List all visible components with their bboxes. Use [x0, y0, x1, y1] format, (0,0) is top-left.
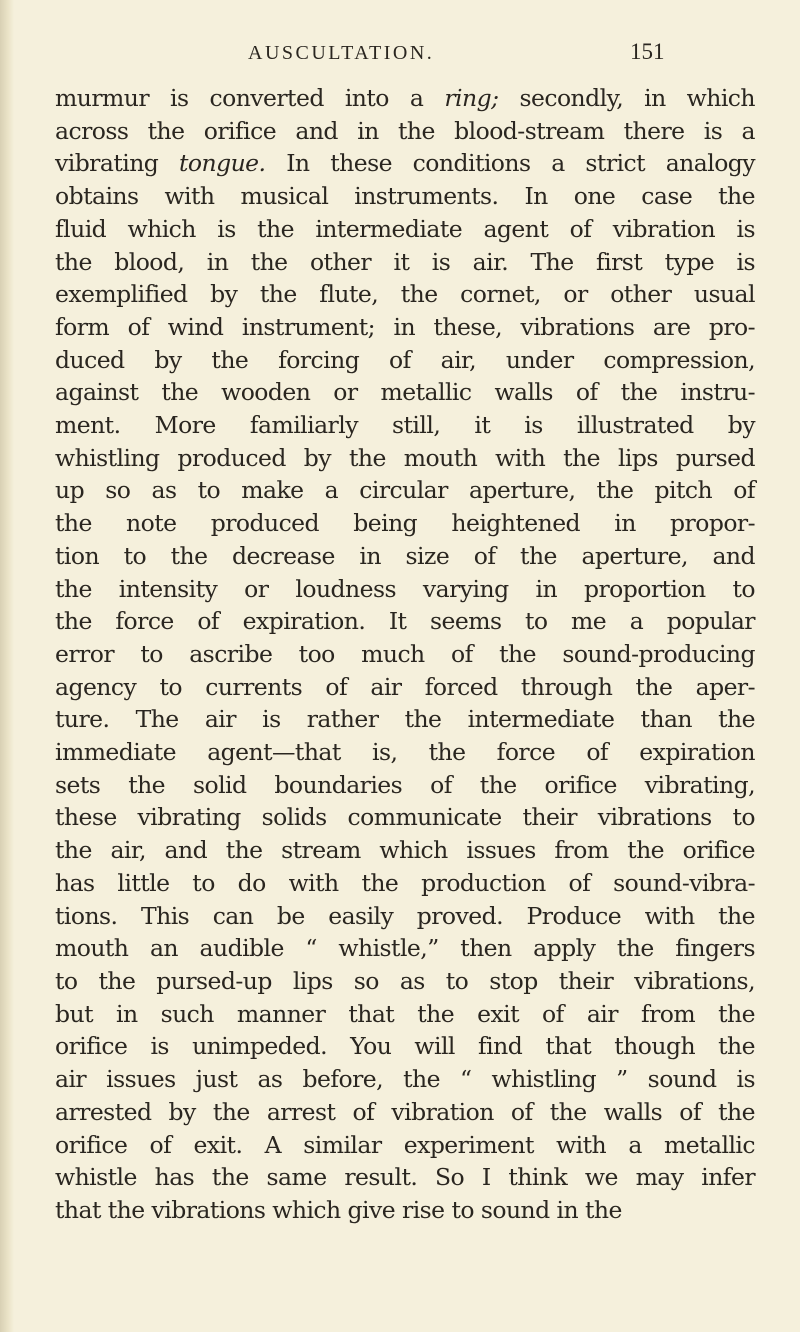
text-segment: secondly, in which — [498, 84, 755, 112]
text-segment: vibrating — [55, 149, 180, 178]
text-line — [55, 115, 755, 148]
body-text — [55, 82, 755, 1227]
text-line — [55, 573, 755, 606]
text-line — [55, 900, 755, 933]
text-line — [55, 474, 755, 507]
text-line — [55, 769, 755, 802]
text-line — [55, 638, 755, 671]
text-segment: these vibrating solids communicate their vibrations to — [55, 803, 755, 832]
text-segment: the air, and the stream which issues from the orifice — [55, 836, 755, 865]
text-segment: whistle has the same result. So I think we may infer — [55, 1163, 755, 1192]
text-segment: to the pursed-up lips so as to stop their vibrations, — [55, 966, 755, 995]
text-segment: orifice is unimpeded. You will find that though the — [55, 1032, 755, 1061]
text-segment: ture. The air is rather the intermediate than the — [55, 705, 755, 734]
text-segment: murmur is converted into a — [55, 84, 445, 112]
text-line — [55, 1161, 755, 1194]
text-segment: the blood, in the other it is air. The first type is — [55, 247, 755, 276]
running-head: AUSCULTATION. — [248, 42, 435, 64]
text-line — [55, 801, 755, 834]
text-segment: immediate agent—that is, the force of expiration — [55, 738, 755, 767]
text-segment: tions. This can be easily proved. Produce with the — [55, 901, 755, 930]
text-segment: error to ascribe too much of the sound-producing — [55, 639, 755, 668]
page-header — [0, 39, 800, 82]
text-line — [55, 605, 755, 638]
text-line — [55, 703, 755, 736]
text-line — [55, 834, 755, 867]
text-line — [55, 965, 755, 998]
text-segment: duced by the forcing of air, under compression, — [55, 345, 755, 374]
text-line — [55, 442, 755, 475]
text-segment: agency to currents of air forced through the aper- — [55, 672, 755, 701]
text-line — [55, 213, 755, 246]
text-segment: tion to the decrease in size of the aperture, and — [55, 541, 755, 570]
text-segment: that the vibrations which give rise to sound in the — [55, 1195, 622, 1224]
italic-text: ring; — [444, 84, 499, 112]
text-segment: form of wind instrument; in these, vibrations are pro- — [55, 312, 755, 341]
text-line — [55, 180, 755, 213]
text-line — [55, 1096, 755, 1129]
text-line — [55, 1063, 755, 1096]
text-line — [55, 409, 755, 442]
text-line — [55, 932, 755, 965]
text-line — [55, 311, 755, 344]
text-line — [55, 540, 755, 573]
text-segment: orifice of exit. A similar experiment with a metallic — [55, 1130, 755, 1159]
text-line — [55, 1194, 755, 1227]
text-segment: air issues just as before, the “ whistling ” sound is — [55, 1065, 755, 1094]
text-line — [55, 998, 755, 1031]
text-line — [55, 344, 755, 377]
text-segment: has little to do with the production of sound-vibra- — [55, 868, 755, 897]
text-segment: sets the solid boundaries of the orifice vibrating, — [55, 770, 755, 799]
text-segment: ment. More familiarly still, it is illustrated by — [55, 411, 755, 440]
text-segment: against the wooden or metallic walls of the instru- — [55, 378, 755, 407]
text-segment: arrested by the arrest of vibration of the walls of the — [55, 1097, 755, 1126]
text-line — [55, 376, 755, 409]
text-line — [55, 867, 755, 900]
text-segment: exemplified by the flute, the cornet, or other usual — [55, 280, 755, 309]
text-line — [55, 671, 755, 704]
text-line — [55, 278, 755, 311]
text-segment: up so as to make a circular aperture, the pitch of — [55, 476, 755, 505]
text-line — [55, 147, 755, 180]
text-line — [55, 736, 755, 769]
italic-text: tongue. — [179, 149, 266, 178]
text-segment: but in such manner that the exit of air from the — [55, 999, 755, 1028]
text-line — [55, 1030, 755, 1063]
text-line — [55, 507, 755, 540]
text-segment: mouth an audible “ whistle,” then apply the fingers — [55, 934, 755, 963]
text-line — [55, 246, 755, 279]
text-line — [55, 82, 755, 115]
text-segment: the force of expiration. It seems to me a popular — [55, 607, 755, 636]
text-segment: across the orifice and in the blood-stream there is a — [55, 116, 755, 145]
text-segment: fluid which is the intermediate agent of vibration is — [55, 214, 755, 243]
text-segment: the note produced being heightened in propor- — [55, 509, 755, 538]
text-segment: In these conditions a strict analogy — [265, 149, 756, 178]
text-segment: whistling produced by the mouth with the lips pursed — [55, 443, 755, 472]
text-segment: obtains with musical instruments. In one case the — [55, 182, 755, 211]
page-edge-shadow — [0, 0, 14, 1332]
page-number: 151 — [630, 39, 665, 64]
text-segment: the intensity or loudness varying in proportion to — [55, 574, 755, 603]
text-line — [55, 1129, 755, 1162]
